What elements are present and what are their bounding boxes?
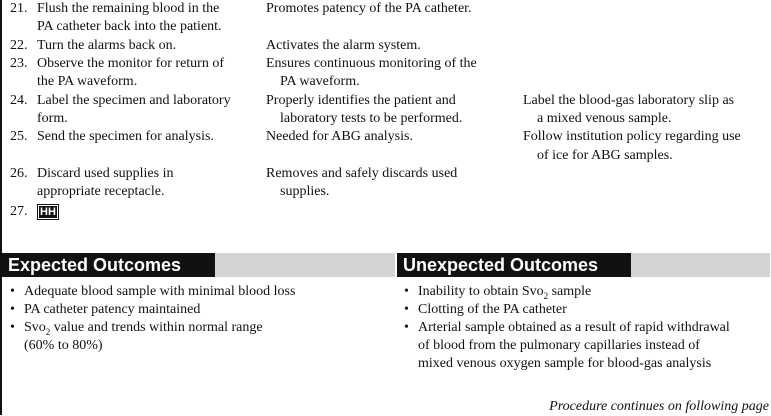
step-number: 25.	[10, 129, 28, 144]
step-text: Label the specimen and laboratory	[37, 93, 231, 108]
special-consideration-text: a mixed venous sample.	[537, 111, 672, 126]
rationale-text: Promotes patency of the PA catheter.	[266, 1, 472, 16]
step-text: Observe the monitor for return of	[37, 56, 224, 71]
rationale-text: laboratory tests to be performed.	[280, 111, 463, 126]
hand-hygiene-badge-wrap	[37, 203, 59, 221]
expected-outcomes-header	[2, 253, 395, 277]
step-text: Turn the alarms back on.	[37, 38, 177, 53]
rationale-text: Ensures continuous monitoring of the	[266, 56, 477, 71]
step-number: 23.	[10, 56, 28, 71]
unexpected-outcomes-title: Unexpected Outcomes	[403, 255, 599, 275]
left-margin-rule	[0, 0, 2, 415]
header-tail	[631, 253, 770, 277]
procedure-page: 21. Flush the remaining blood in the PA catheter back into the patient. Promotes patency of the PA catheter. 22. Turn the alarms back on. Activates the alarm system. 23. Observe the monitor for return of the PA waveform. Ensures continuous monitoring of the PA waveform. 24. Label the specimen and laboratory form. Properly identifies the patient and laboratory tests to be performed. Label the blood-gas laboratory slip as a mixed venous sample. 25. Send the specimen for analysis. Needed for ABG analysis. Follow institution policy regarding use of ice for ABG samples. 26. Discard used supplies in appropriate receptacle. Removes and safely discards used supplies. 27. HH Expected Outcomes Unexpected Outcomes • Adequate blood sample with minimal blood loss • PA catheter patency maintained • Svo$_2$ value and trends within normal range (60% to 80%) • Inability to obtain Svo$_2$ sample • Clotting of the PA catheter • Arterial sample obtained as a result of rapid withdrawal of blood from the pulmonary capillaries instead of mixed venous oxygen sample for blood-gas analysis Procedure continues on following page	[0, 0, 771, 415]
step-number: 26.	[10, 166, 28, 181]
rationale-text: Properly identifies the patient and	[266, 93, 456, 108]
expected-outcomes-title: Expected Outcomes	[8, 255, 182, 275]
unexpected-outcomes-header	[397, 253, 770, 277]
continuation-note: Procedure continues on following page	[549, 399, 769, 414]
rationale-text: Needed for ABG analysis.	[266, 129, 413, 144]
rationale-text: Removes and safely discards used	[266, 166, 458, 181]
step-text: Send the specimen for analysis.	[37, 129, 214, 144]
step-text: PA catheter back into the patient.	[37, 19, 222, 34]
step-number: 22.	[10, 38, 28, 53]
step-text: form.	[37, 111, 68, 126]
special-consideration-text: of ice for ABG samples.	[537, 148, 673, 163]
special-consideration-text: Follow institution policy regarding use	[523, 129, 741, 144]
step-text: the PA waveform.	[37, 74, 138, 89]
special-consideration-text: Label the blood-gas laboratory slip as	[523, 93, 735, 108]
rationale-text: Activates the alarm system.	[266, 38, 421, 53]
header-tail	[215, 253, 395, 277]
step-text: Discard used supplies in	[37, 166, 174, 181]
step-text: Flush the remaining blood in the	[37, 1, 220, 16]
rationale-text: supplies.	[280, 184, 330, 199]
step-number: 21.	[10, 1, 28, 16]
step-number: 27.	[10, 204, 28, 219]
hand-hygiene-icon: HH	[37, 204, 59, 220]
rationale-text: PA waveform.	[280, 74, 360, 89]
step-number: 24.	[10, 93, 28, 108]
step-text: appropriate receptacle.	[37, 184, 165, 199]
